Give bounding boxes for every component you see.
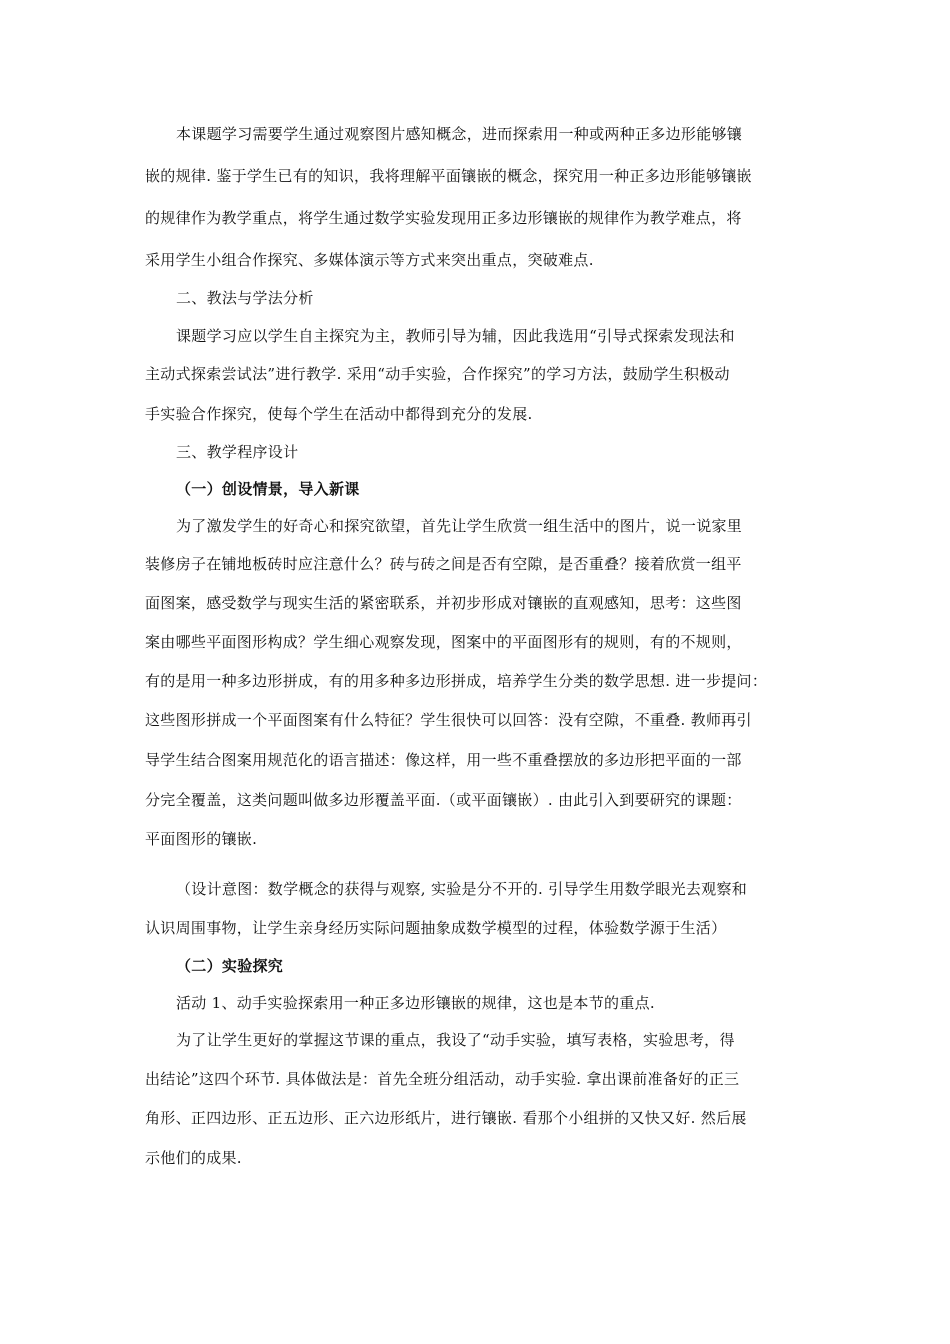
- paragraph-line: 出结论”这四个环节. 具体做法是：首先全班分组活动，动手实验. 拿出课前准备好的正三: [145, 1070, 740, 1088]
- paragraph-line: 为了让学生更好的掌握这节课的重点，我设了“动手实验，填写表格，实验思考，得: [176, 1031, 735, 1049]
- subsection-heading: （一）创设情景，导入新课: [176, 480, 360, 498]
- paragraph-line: （设计意图：数学概念的获得与观察, 实验是分不开的. 引导学生用数学眼光去观察和: [176, 880, 748, 898]
- paragraph-line: 采用学生小组合作探究、多媒体演示等方式来突出重点，突破难点.: [145, 251, 594, 269]
- section-heading: 三、教学程序设计: [176, 443, 299, 461]
- paragraph-line: 面图案，感受数学与现实生活的紧密联系，并初步形成对镶嵌的直观感知，思考：这些图: [145, 594, 742, 612]
- subsection-heading: （二）实验探究: [176, 957, 284, 975]
- section-heading: 二、教法与学法分析: [176, 289, 314, 307]
- paragraph-line: 角形、正四边形、正五边形、正六边形纸片，进行镶嵌. 看那个小组拼的又快又好. 然后展: [145, 1109, 747, 1127]
- paragraph-line: 导学生结合图案用规范化的语言描述：像这样，用一些不重叠摆放的多边形把平面的一部: [145, 751, 742, 769]
- paragraph-line: 活动 1、动手实验探索用一种正多边形镶嵌的规律，这也是本节的重点.: [176, 994, 655, 1012]
- paragraph-line: 手实验合作探究，使每个学生在活动中都得到充分的发展.: [145, 405, 533, 423]
- paragraph-line: 主动式探索尝试法”进行教学. 采用“动手实验，合作探究”的学习方法，鼓励学生积极动: [145, 365, 730, 383]
- paragraph-line: 平面图形的镶嵌.: [145, 830, 258, 848]
- paragraph-line: 案由哪些平面图形构成？学生细心观察发现，图案中的平面图形有的规则，有的不规则，: [145, 633, 742, 651]
- paragraph-line: 本课题学习需要学生通过观察图片感知概念，进而探索用一种或两种正多边形能够镶: [176, 125, 743, 143]
- paragraph-line: 课题学习应以学生自主探究为主，教师引导为辅，因此我选用“引导式探索发现法和: [176, 327, 735, 345]
- paragraph-line: 这些图形拼成一个平面图案有什么特征？学生很快可以回答：没有空隙，不重叠. 教师再引: [145, 711, 752, 729]
- paragraph-line: 的规律作为教学重点，将学生通过数学实验发现用正多边形镶嵌的规律作为教学难点，将: [145, 209, 742, 227]
- paragraph-line: 认识周围事物，让学生亲身经历实际问题抽象成数学模型的过程，体验数学源于生活）: [145, 919, 727, 937]
- paragraph-line: 分完全覆盖，这类问题叫做多边形覆盖平面.（或平面镶嵌）. 由此引入到要研究的课题：: [145, 791, 742, 809]
- paragraph-line: 装修房子在铺地板砖时应注意什么？砖与砖之间是否有空隙，是否重叠？接着欣赏一组平: [145, 555, 742, 573]
- paragraph-line: 有的是用一种多边形拼成，有的用多种多边形拼成，培养学生分类的数学思想. 进一步提问：: [145, 672, 768, 690]
- paragraph-line: 嵌的规律. 鉴于学生已有的知识，我将理解平面镶嵌的概念，探究用一种正多边形能够镶嵌: [145, 167, 752, 185]
- paragraph-line: 示他们的成果.: [145, 1149, 242, 1167]
- paragraph-line: 为了激发学生的好奇心和探究欲望，首先让学生欣赏一组生活中的图片，说一说家里: [176, 517, 743, 535]
